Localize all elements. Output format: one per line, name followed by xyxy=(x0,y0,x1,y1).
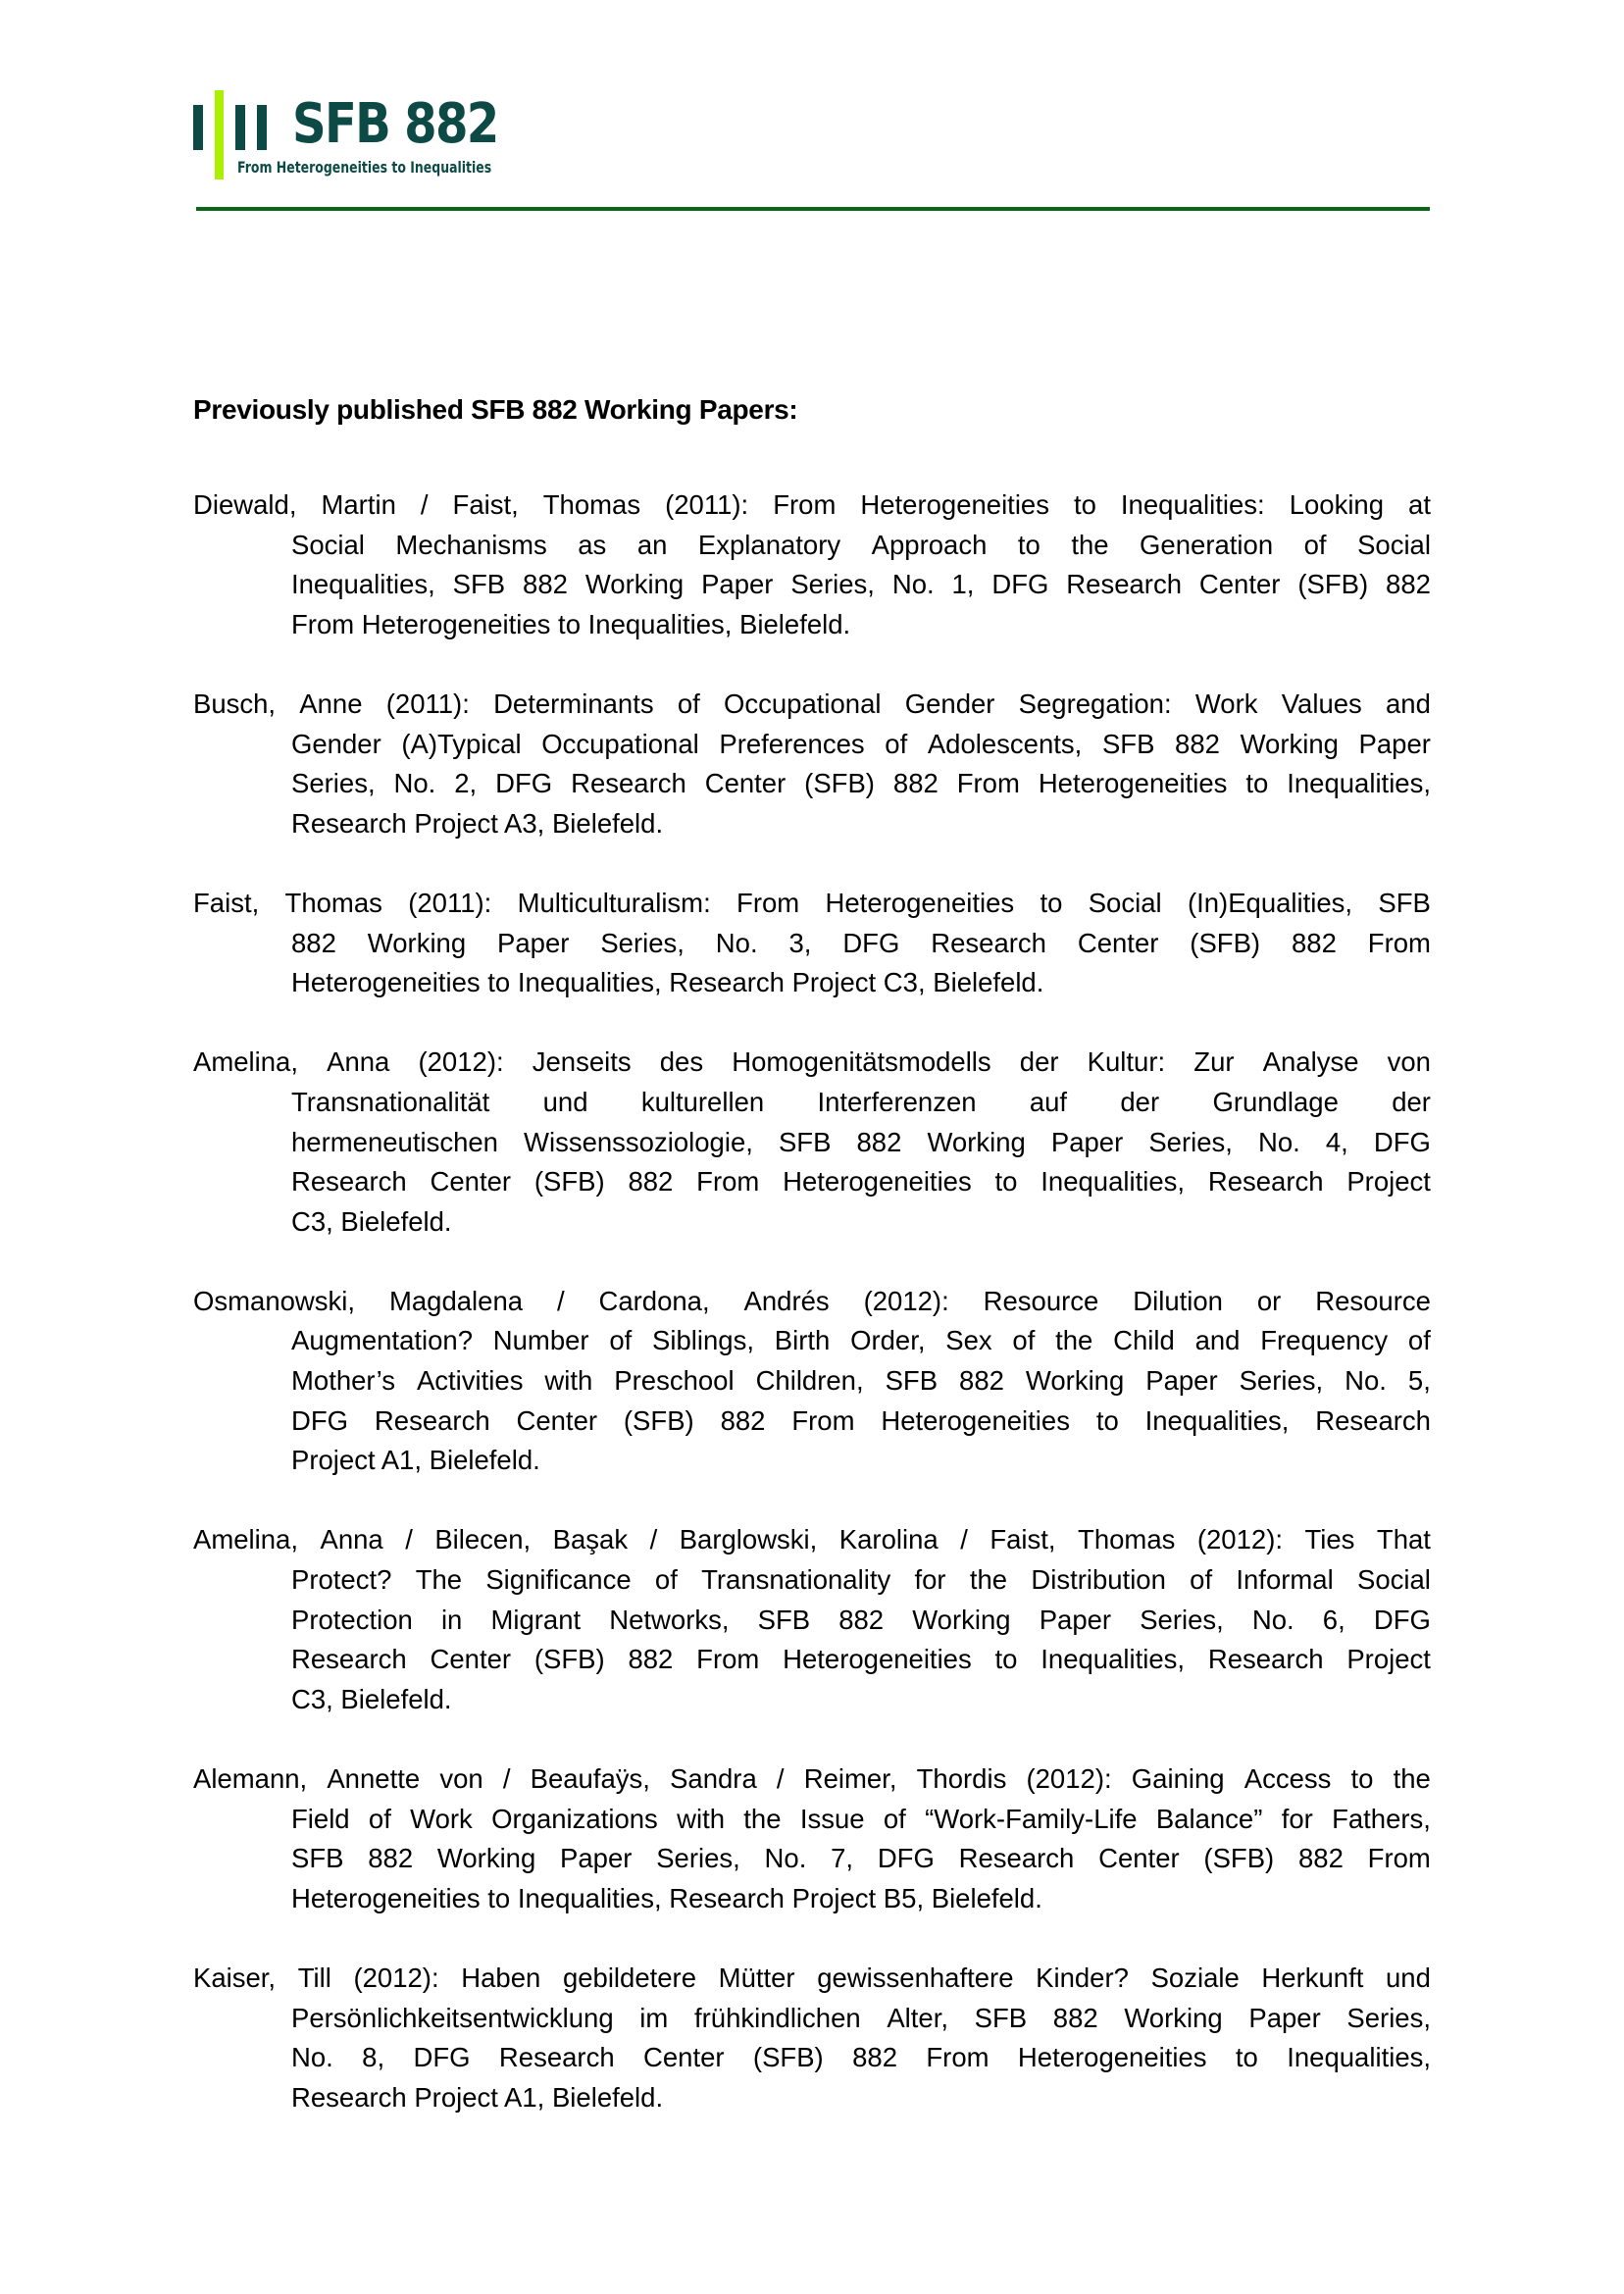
reference-line: 882 Working Paper Series, No. 3, DFG Research Center (SFB) 882 From xyxy=(291,927,1431,958)
reference-line: Amelina, Anna / Bilecen, Başak / Barglowski, Karolina / Faist, Thomas (2012): Ties That xyxy=(193,1524,1431,1555)
reference-list xyxy=(193,485,1431,2158)
reference-line: Mother’s Activities with Preschool Children, SFB 882 Working Paper Series, No. 5, xyxy=(291,1365,1431,1397)
reference-line: Alemann, Annette von / Beaufaÿs, Sandra / Reimer, Thordis (2012): Gaining Access to the xyxy=(193,1763,1431,1794)
reference-line: Research Project A3, Bielefeld. xyxy=(291,807,664,839)
reference-line: Inequalities, SFB 882 Working Paper Series, No. 1, DFG Research Center (SFB) 882 xyxy=(291,569,1431,600)
reference-line: DFG Research Center (SFB) 882 From Heterogeneities to Inequalities, Research xyxy=(291,1404,1431,1436)
reference-line: Augmentation? Number of Siblings, Birth Order, Sex of the Child and Frequency of xyxy=(291,1325,1431,1356)
reference-line: Social Mechanisms as an Explanatory Approach to the Generation of Social xyxy=(291,529,1431,560)
logo-bar-icon xyxy=(235,105,245,150)
reference-line: No. 8, DFG Research Center (SFB) 882 From Heterogeneities to Inequalities, xyxy=(291,2042,1431,2073)
reference-entry xyxy=(193,485,1431,644)
reference-entry xyxy=(193,685,1431,843)
reference-line: Heterogeneities to Inequalities, Research Project B5, Bielefeld. xyxy=(291,1882,1042,1913)
reference-line: Protect? The Significance of Transnationality for the Distribution of Informal Social xyxy=(291,1564,1431,1596)
reference-line: Heterogeneities to Inequalities, Research Project C3, Bielefeld. xyxy=(291,967,1044,998)
reference-line: Field of Work Organizations with the Issue of “Work-Family-Life Balance” for Fathers, xyxy=(291,1803,1431,1834)
reference-line: Faist, Thomas (2011): Multiculturalism: From Heterogeneities to Social (In)Equalities, SFB xyxy=(193,887,1431,918)
page-heading: Previously published SFB 882 Working Papers: xyxy=(193,394,798,425)
reference-line: hermeneutischen Wissenssoziologie, SFB 882 Working Paper Series, No. 4, DFG xyxy=(291,1126,1431,1157)
logo-bar-icon xyxy=(257,105,267,150)
logo-title: SFB 882 xyxy=(292,92,498,156)
header-divider xyxy=(196,207,1430,211)
reference-line: Project A1, Bielefeld. xyxy=(291,1445,540,1476)
reference-entry xyxy=(193,1959,1431,2117)
reference-entry xyxy=(193,884,1431,1003)
reference-entry xyxy=(193,1043,1431,1242)
reference-line: From Heterogeneities to Inequalities, Bielefeld. xyxy=(291,608,851,639)
reference-line: Series, No. 2, DFG Research Center (SFB) 882 From Heterogeneities to Inequalities, xyxy=(291,768,1431,799)
logo-accent-bar-icon xyxy=(215,90,224,179)
reference-line: Persönlichkeitsentwicklung im frühkindlichen Alter, SFB 882 Working Paper Series, xyxy=(291,2002,1431,2033)
reference-line: Research Project A1, Bielefeld. xyxy=(291,2081,664,2113)
logo-subtitle: From Heterogeneities to Inequalities xyxy=(237,158,492,177)
reference-line: C3, Bielefeld. xyxy=(291,1683,452,1714)
reference-entry xyxy=(193,1282,1431,1481)
reference-line: C3, Bielefeld. xyxy=(291,1205,452,1237)
logo-bar-icon xyxy=(193,105,203,150)
reference-entry xyxy=(193,1520,1431,1719)
reference-line: Protection in Migrant Networks, SFB 882 Working Paper Series, No. 6, DFG xyxy=(291,1604,1431,1635)
reference-entry xyxy=(193,1759,1431,1918)
reference-line: Osmanowski, Magdalena / Cardona, Andrés (2012): Resource Dilution or Resource xyxy=(193,1285,1431,1316)
reference-line: Transnationalität und kulturellen Interferenzen auf der Grundlage der xyxy=(291,1086,1431,1117)
sfb-882-logo xyxy=(186,83,500,191)
reference-line: Kaiser, Till (2012): Haben gebildetere Mütter gewissenhaftere Kinder? Soziale Herkunft und xyxy=(193,1962,1431,1993)
reference-line: Amelina, Anna (2012): Jenseits des Homogenitätsmodells der Kultur: Zur Analyse von xyxy=(193,1046,1431,1078)
reference-line: Gender (A)Typical Occupational Preferences of Adolescents, SFB 882 Working Paper xyxy=(291,728,1431,759)
reference-line: Busch, Anne (2011): Determinants of Occupational Gender Segregation: Work Values and xyxy=(193,688,1431,719)
reference-line: Research Center (SFB) 882 From Heterogeneities to Inequalities, Research Project xyxy=(291,1166,1431,1198)
reference-line: Diewald, Martin / Faist, Thomas (2011): From Heterogeneities to Inequalities: Looking at xyxy=(193,489,1431,520)
reference-line: SFB 882 Working Paper Series, No. 7, DFG Research Center (SFB) 882 From xyxy=(291,1843,1431,1874)
reference-line: Research Center (SFB) 882 From Heterogeneities to Inequalities, Research Project xyxy=(291,1644,1431,1675)
